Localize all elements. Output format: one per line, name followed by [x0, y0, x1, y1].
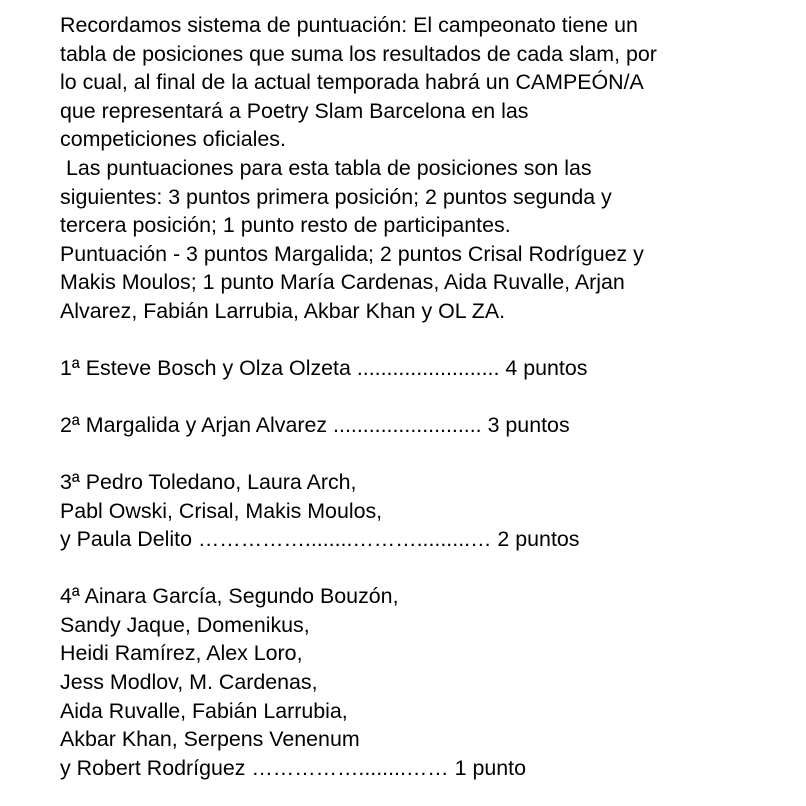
intro-line: tercera posición; 1 punto resto de participantes.	[60, 213, 511, 238]
intro-line: Makis Moulos; 1 punto María Cardenas, Aida Ruvalle, Arjan	[60, 270, 625, 295]
ranking-list	[60, 354, 786, 783]
rank-line: 3ª Pedro Toledano, Laura Arch,	[60, 469, 357, 494]
rank-line: Jess Modlov, M. Cardenas,	[60, 670, 318, 695]
intro-line: lo cual, al final de la actual temporada habrá un CAMPEÓN/A	[60, 70, 644, 95]
rank-line: Akbar Khan, Serpens Venenum	[60, 727, 360, 752]
intro-line: siguientes: 3 puntos primera posición; 2 puntos segunda y	[60, 184, 612, 209]
intro-line: tabla de posiciones que suma los resultados de cada slam, por	[60, 41, 657, 66]
intro-line: Alvarez, Fabián Larrubia, Akbar Khan y OL ZA.	[60, 298, 506, 323]
rank-line: 4ª Ainara García, Segundo Bouzón,	[60, 584, 399, 609]
intro-line: Las puntuaciones para esta tabla de posiciones son las	[60, 155, 592, 180]
rank-line: 2ª Margalida y Arjan Alvarez ......................... 3 puntos	[60, 412, 570, 437]
rank-line: Sandy Jaque, Domenikus,	[60, 612, 310, 637]
rank-line: y Robert Rodríguez ……………........…… 1 punto	[60, 755, 527, 780]
rank-line: 1ª Esteve Bosch y Olza Olzeta ........................ 4 puntos	[60, 355, 588, 380]
rank-first	[60, 354, 786, 383]
rank-line: Pabl Owski, Crisal, Makis Moulos,	[60, 498, 383, 523]
intro-paragraph	[60, 11, 786, 326]
rank-third	[60, 468, 786, 554]
intro-line: Recordamos sistema de puntuación: El campeonato tiene un	[60, 13, 638, 37]
intro-line: competiciones oficiales.	[60, 127, 286, 152]
intro-line: que representará a Poetry Slam Barcelona en las	[60, 98, 529, 123]
rank-line: Aida Ruvalle, Fabián Larrubia,	[60, 698, 348, 723]
rank-line: y Paula Delito ……………........……….........… 2 puntos	[60, 527, 580, 552]
rank-fourth	[60, 582, 786, 782]
rank-second	[60, 411, 786, 440]
rank-line: Heidi Ramírez, Alex Loro,	[60, 641, 303, 666]
intro-line: Puntuación - 3 puntos Margalida; 2 puntos Crisal Rodríguez y	[60, 241, 644, 266]
